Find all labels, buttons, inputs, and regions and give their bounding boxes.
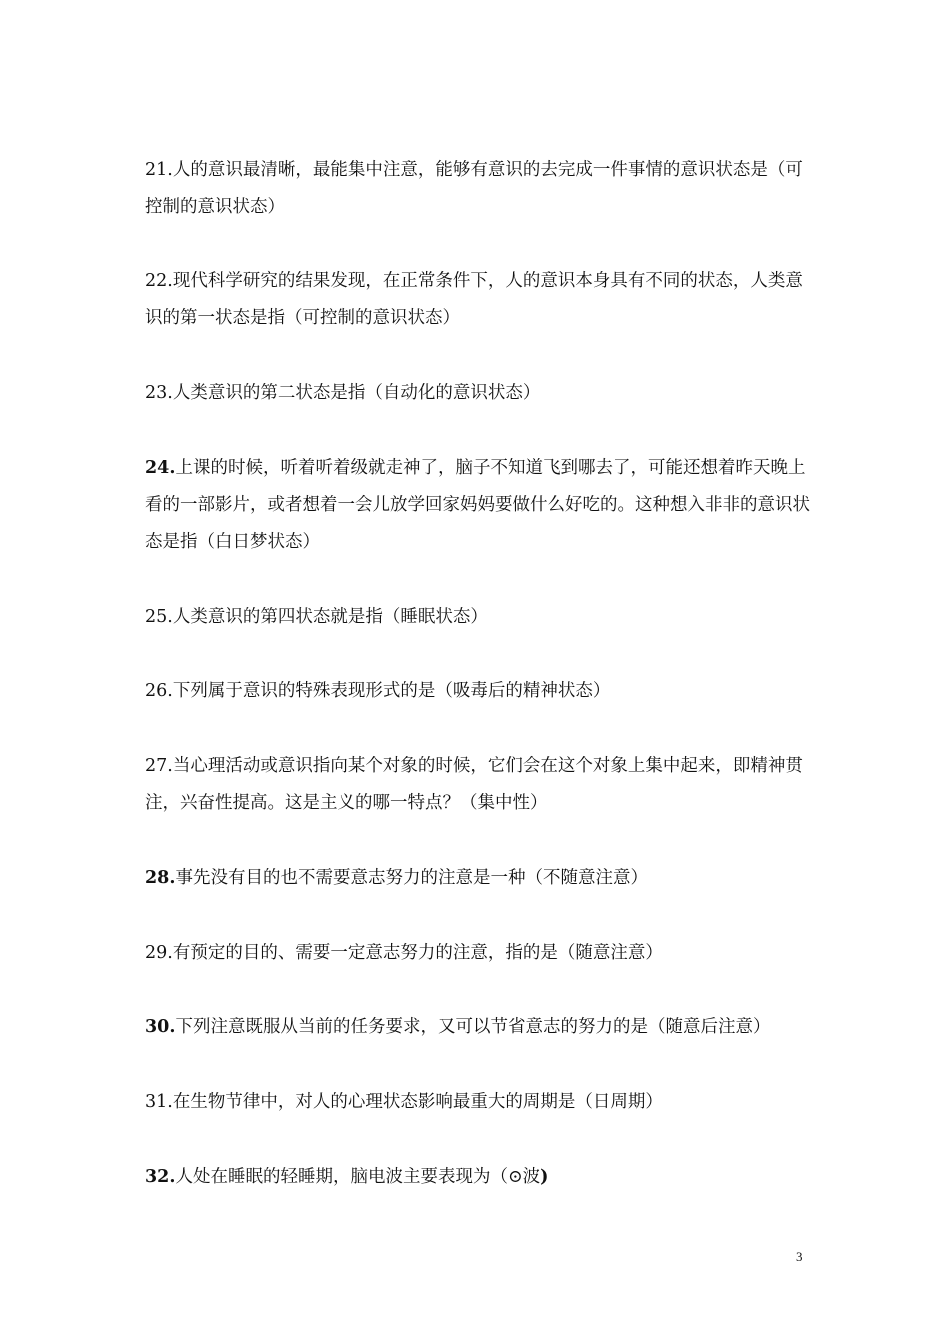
question-number: 24.	[145, 458, 176, 478]
question-text: 人处在睡眠的轻睡期，脑电波主要表现为（⊙波	[175, 1167, 541, 1187]
question-text: 当心理活动或意识指向某个对象的时候，它们会在这个对象上集中起来，即精神贯注，兴奋性提高。这是主义的哪一特点？（集中性）	[145, 756, 803, 813]
question-number: 27.	[145, 756, 173, 776]
question-number: 22.	[145, 271, 173, 291]
question-number: 25.	[145, 607, 173, 627]
question-text: 事先没有目的也不需要意志努力的注意是一种（不随意注意）	[175, 868, 648, 888]
question-21	[145, 152, 810, 226]
question-23	[145, 375, 810, 412]
question-22	[145, 263, 810, 337]
question-number: 30.	[145, 1017, 176, 1037]
question-29	[145, 935, 810, 972]
question-number: 31.	[145, 1092, 173, 1112]
question-text: 现代科学研究的结果发现，在正常条件下，人的意识本身具有不同的状态，人类意识的第一状态是指（可控制的意识状态）	[145, 271, 803, 328]
question-number: 32.	[145, 1167, 176, 1187]
page-number: 3	[796, 1249, 803, 1264]
question-30	[145, 1009, 810, 1046]
question-26	[145, 673, 810, 710]
question-27	[145, 748, 810, 822]
question-number: 29.	[145, 943, 173, 963]
question-24	[145, 450, 810, 561]
question-text: 下列注意既服从当前的任务要求，又可以节省意志的努力的是（随意后注意）	[175, 1017, 771, 1037]
question-31	[145, 1084, 810, 1121]
question-number: 21.	[145, 160, 173, 180]
question-number: 28.	[145, 868, 176, 888]
question-text: 人类意识的第二状态是指（自动化的意识状态）	[172, 383, 541, 403]
question-text-tail: )	[540, 1167, 549, 1187]
question-text: 人的意识最清晰，最能集中注意，能够有意识的去完成一件事情的意识状态是（可控制的意识状态）	[145, 160, 803, 217]
question-text: 在生物节律中，对人的心理状态影响最重大的周期是（日周期）	[172, 1092, 663, 1112]
question-text: 上课的时候，听着听着级就走神了，脑子不知道飞到哪去了，可能还想着昨天晚上看的一部影片，或者想着一会儿放学回家妈妈要做什么好吃的。这种想入非非的意识状态是指（白日梦状态）	[145, 458, 810, 552]
question-25	[145, 599, 810, 636]
question-number: 26.	[145, 681, 173, 701]
question-28	[145, 860, 810, 897]
question-text: 有预定的目的、需要一定意志努力的注意，指的是（随意注意）	[172, 943, 663, 963]
question-number: 23.	[145, 383, 173, 403]
question-text: 下列属于意识的特殊表现形式的是（吸毒后的精神状态）	[172, 681, 611, 701]
question-32	[145, 1159, 810, 1196]
question-text: 人类意识的第四状态就是指（睡眠状态）	[172, 607, 488, 627]
